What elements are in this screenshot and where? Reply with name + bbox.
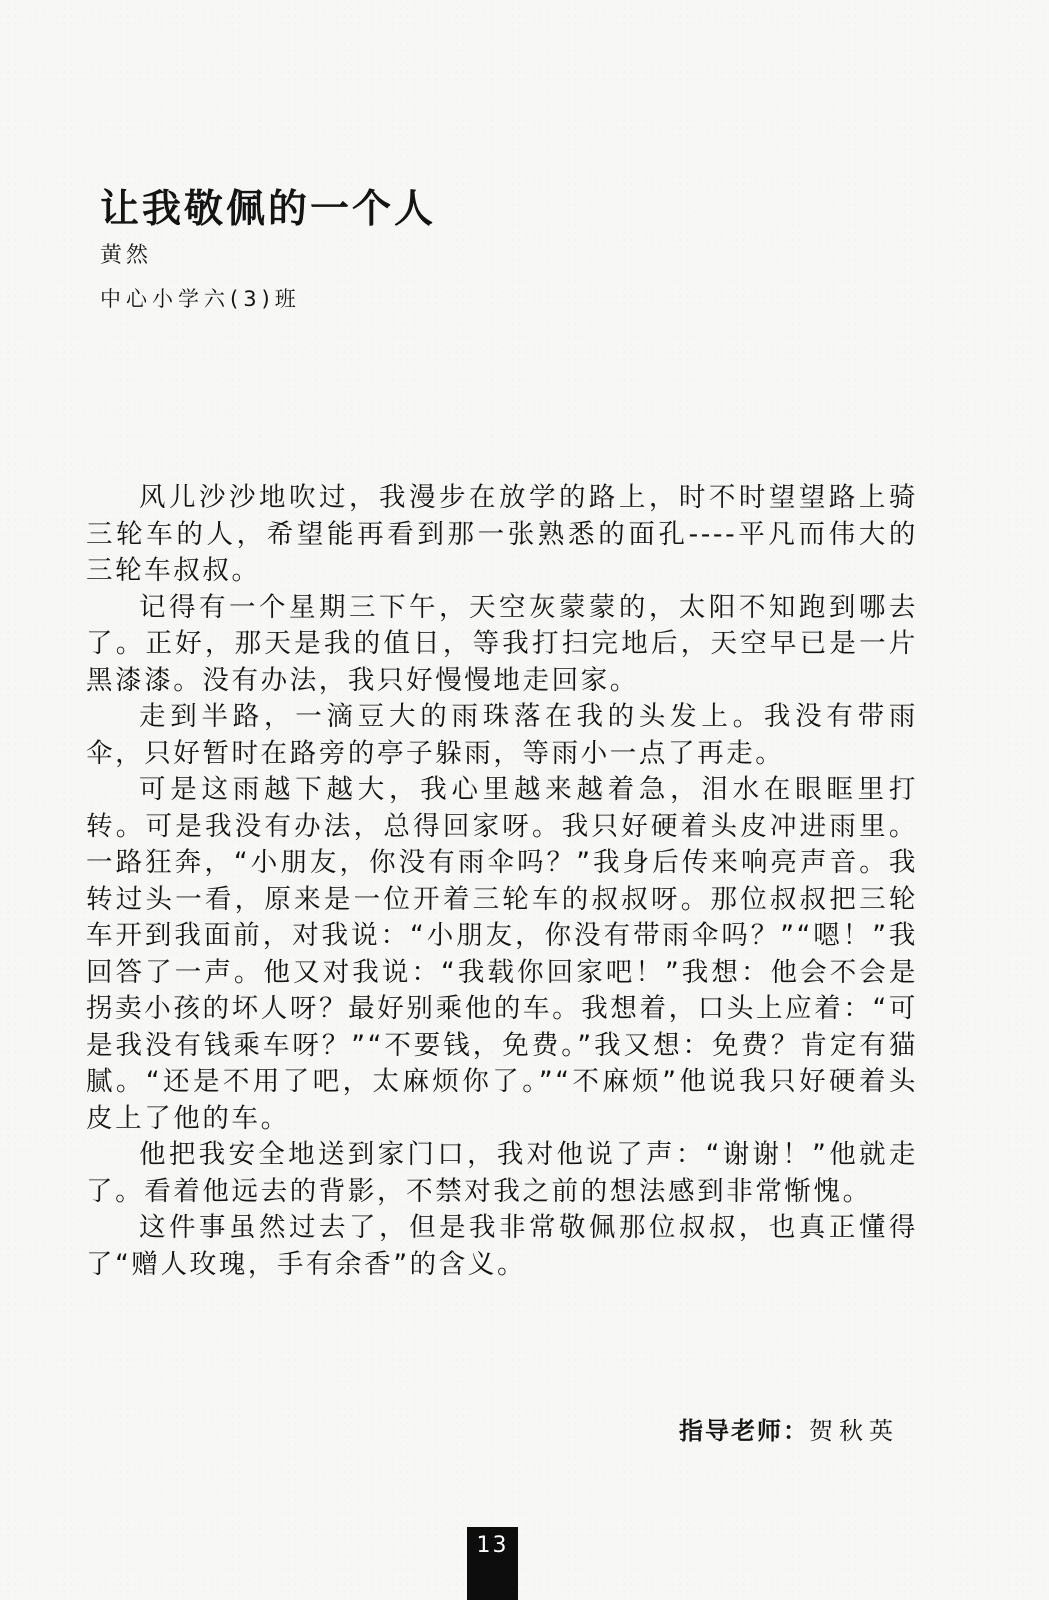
paragraph: 他把我安全地送到家门口，我对他说了声：“谢谢！”他就走了。看着他远去的背影，不禁对我之前的想法感到非常惭愧。: [86, 1139, 918, 1207]
article-body: [86, 480, 918, 1283]
paragraph: 记得有一个星期三下午，天空灰蒙蒙的，太阳不知跑到哪去了。正好，那天是我的值日，等我打扫完地后，天空早已是一片黑漆漆。没有办法，我只好慢慢地走回家。: [86, 591, 918, 696]
page-number-box: [467, 1527, 518, 1600]
teacher-label: 指导老师：: [679, 1417, 809, 1445]
school-class: 中心小学六(3)班: [100, 287, 301, 311]
teacher-name: 贺秋英: [809, 1417, 899, 1445]
paragraph: 走到半路，一滴豆大的雨珠落在我的头发上。我没有带雨伞，只好暂时在路旁的亭子躲雨，等雨小一点了再走。: [86, 701, 918, 769]
paragraph: 这件事虽然过去了，但是我非常敬佩那位叔叔，也真正懂得了“赠人玫瑰，手有余香”的含义。: [86, 1212, 918, 1280]
teacher-credit: [679, 1415, 899, 1447]
author-name: 黄然: [100, 243, 153, 268]
page-number: 13: [476, 1533, 509, 1558]
article-title: 让我敬佩的一个人: [100, 187, 437, 232]
paragraph: 可是这雨越下越大，我心里越来越着急，泪水在眼眶里打转。可是我没有办法，总得回家呀。我只好硬着头皮冲进雨里。一路狂奔，“小朋友，你没有雨伞吗？”我身后传来响亮声音。我转过头一看，原来是一位开着三轮车的叔叔呀。那位叔叔把三轮车开到我面前，对我说：“小朋友，你没有带雨伞吗？”“嗯！”我回答了一声。他又对我说：“我载你回家吧！”我想：他会不会是拐卖小孩的坏人呀？最好别乘他的车。我想着，口头上应着：“可是我没有钱乘车呀？”“不要钱，免费。”我又想：免费？肯定有猫腻。“还是不用了吧，太麻烦你了。”“不麻烦”他说我只好硬着头皮上了他的车。: [86, 774, 918, 1134]
paragraph: 风儿沙沙地吹过，我漫步在放学的路上，时不时望望路上骑三轮车的人，希望能再看到那一张熟悉的面孔----平凡而伟大的三轮车叔叔。: [86, 482, 918, 586]
